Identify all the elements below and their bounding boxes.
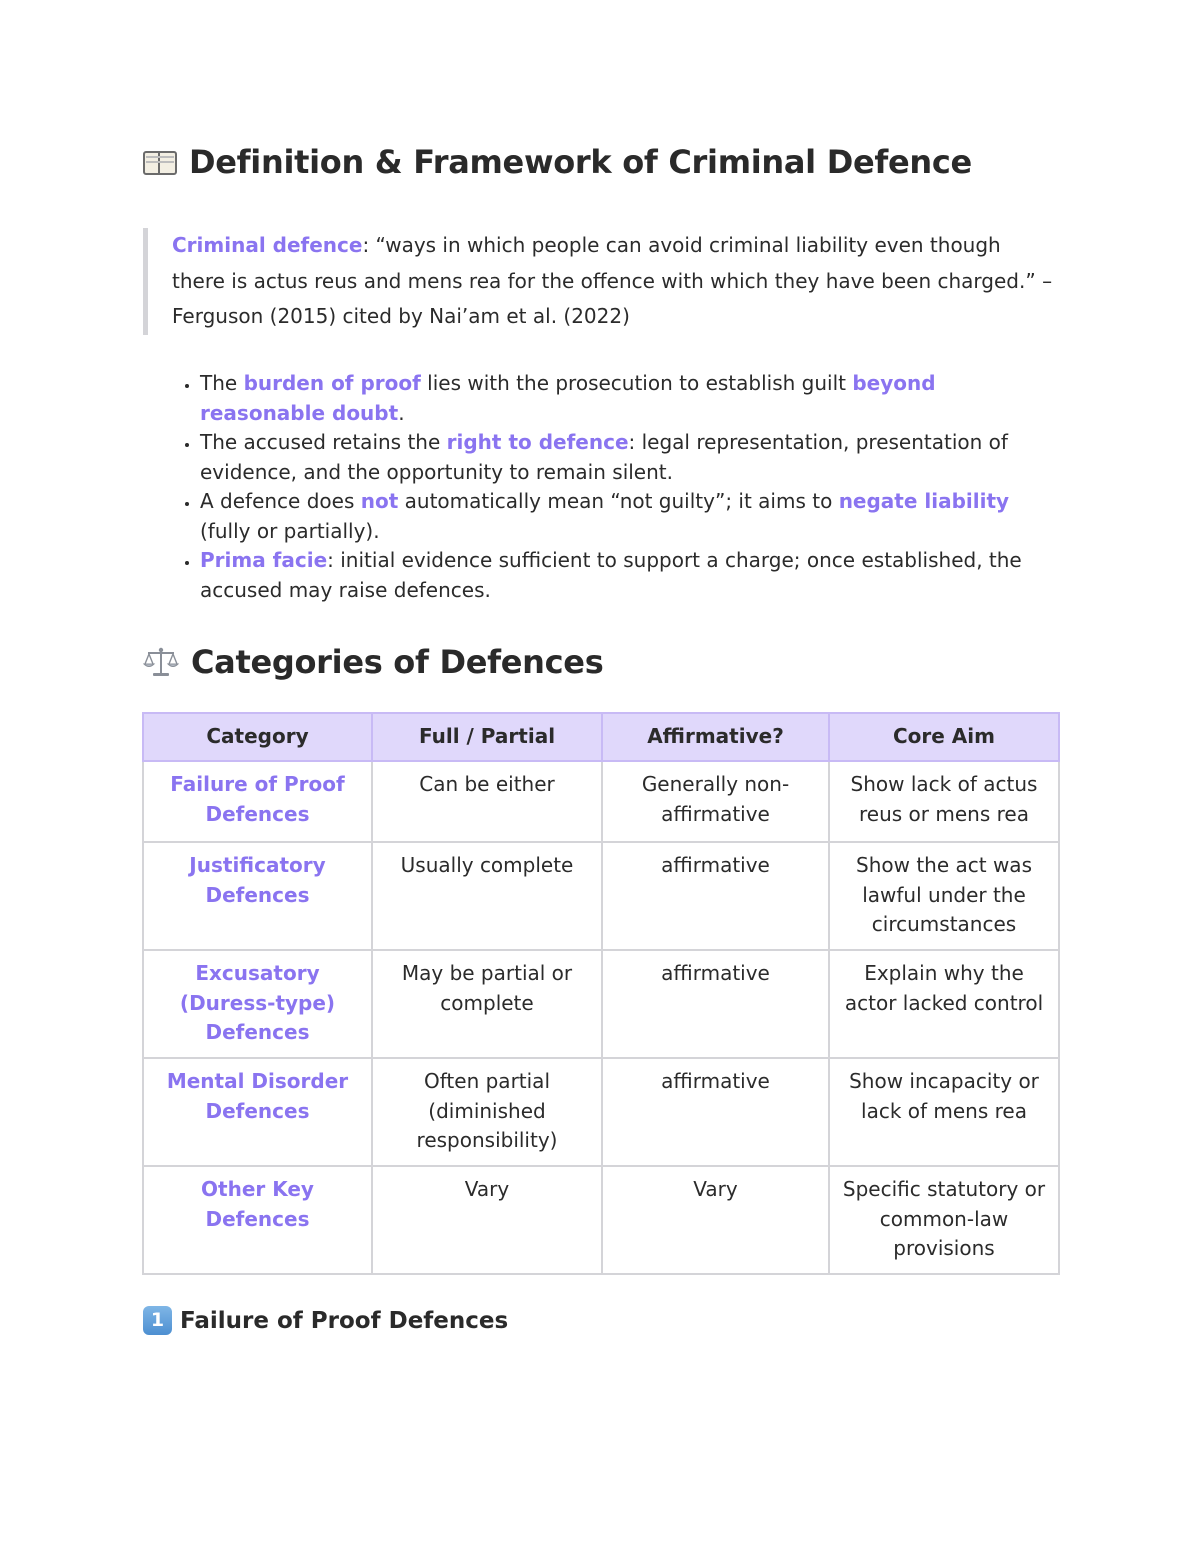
list-item <box>200 487 1050 546</box>
section-heading-definition <box>143 143 972 181</box>
highlight-term: right to defence <box>446 430 629 454</box>
table-cell: Explain why the actor lacked control <box>829 950 1059 1058</box>
list-item-text: automatically mean “not guilty”; it aims to <box>398 489 839 513</box>
section-heading-failure-of-proof <box>143 1306 508 1335</box>
table-cell: Show lack of actus reus or mens rea <box>829 761 1059 842</box>
list-item-text: A defence does <box>200 489 361 513</box>
table-row <box>143 761 1059 842</box>
column-header: Full / Partial <box>372 713 602 761</box>
column-header: Category <box>143 713 372 761</box>
highlight-term: beyond reasonable doubt <box>200 371 936 425</box>
column-header: Affirmative? <box>602 713 829 761</box>
table-cell: Usually complete <box>372 842 602 950</box>
key-points-list <box>168 369 1050 605</box>
table-cell: Can be either <box>372 761 602 842</box>
highlight-term: burden of proof <box>243 371 421 395</box>
list-item-text: : initial evidence sufficient to support a charge; once established, the accused may raise defences. <box>200 548 1022 602</box>
highlight-term: Prima facie <box>200 548 328 572</box>
section-heading-text: Definition & Framework of Criminal Defence <box>189 143 972 181</box>
list-item-text: The accused retains the <box>200 430 447 454</box>
highlight-term: Criminal defence <box>172 233 363 257</box>
definition-blockquote <box>143 228 1058 335</box>
table-cell: Often partial (diminished responsibility) <box>372 1058 602 1166</box>
list-item-text: The <box>200 371 244 395</box>
table-cell: Specific statutory or common-law provisions <box>829 1166 1059 1274</box>
table-cell: Vary <box>602 1166 829 1274</box>
table-cell: Show the act was lawful under the circumstances <box>829 842 1059 950</box>
highlight-term: not <box>360 489 399 513</box>
list-item <box>200 369 1050 428</box>
category-cell: Justificatory Defences <box>143 842 372 950</box>
table-cell: affirmative <box>602 842 829 950</box>
quote-text: “ways in which people can avoid criminal liability even though there is actus reus and mens rea for the offence with which they have been charged.” – Ferguson (2015) cited by Nai’am et al. (2022) <box>172 233 1053 328</box>
category-cell: Mental Disorder Defences <box>143 1058 372 1166</box>
table-header-row <box>143 713 1059 761</box>
table-row <box>143 842 1059 950</box>
table-cell: Vary <box>372 1166 602 1274</box>
list-item <box>200 428 1050 487</box>
table-cell: affirmative <box>602 950 829 1058</box>
balance-scale-icon <box>143 646 179 678</box>
table-cell: Show incapacity or lack of mens rea <box>829 1058 1059 1166</box>
table-row <box>143 1058 1059 1166</box>
section-heading-text: Failure of Proof Defences <box>180 1307 509 1334</box>
column-header: Core Aim <box>829 713 1059 761</box>
keycap-one-icon: 1 <box>143 1306 172 1335</box>
section-heading-categories <box>143 643 603 681</box>
section-heading-text: Categories of Defences <box>191 643 604 681</box>
list-item-text: (fully or partially). <box>200 518 380 543</box>
category-cell: Excusatory (Duress-type) Defences <box>143 950 372 1058</box>
list-item <box>200 546 1050 605</box>
categories-table <box>142 712 1060 1275</box>
category-cell: Other Key Defences <box>143 1166 372 1274</box>
quote-separator: : <box>362 233 370 257</box>
list-item-text: . <box>398 400 405 425</box>
table-row <box>143 1166 1059 1274</box>
list-item-text: : legal representation, presentation of evidence, and the opportunity to remain silent. <box>200 430 1008 484</box>
list-item-text: lies with the prosecution to establish guilt <box>420 371 853 395</box>
category-cell: Failure of Proof Defences <box>143 761 372 842</box>
table-row <box>143 950 1059 1058</box>
highlight-term: negate liability <box>838 489 1010 513</box>
table-cell: Generally non-affirmative <box>602 761 829 842</box>
open-book-icon <box>143 149 177 175</box>
table-cell: affirmative <box>602 1058 829 1166</box>
table-cell: May be partial or complete <box>372 950 602 1058</box>
